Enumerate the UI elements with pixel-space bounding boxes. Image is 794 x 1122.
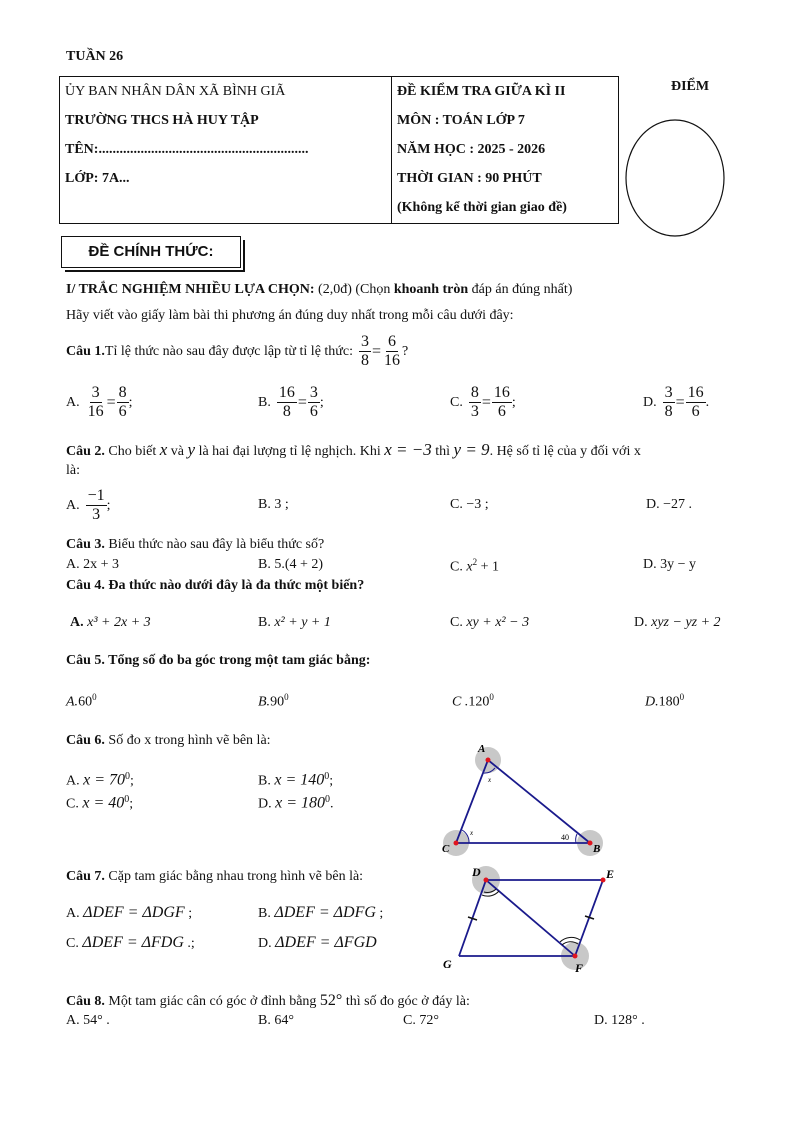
- triangle-abc: [456, 760, 590, 843]
- question-5: Câu 5. Tổng số đo ba góc trong một tam giác bằng:: [66, 653, 371, 668]
- q2-option-b[interactable]: B. 3 ;: [258, 497, 289, 512]
- label-d: D: [472, 865, 481, 879]
- question-2: Câu 2. Cho biết x và y là hai đại lượng tỉ lệ nghịch. Khi x = −3 thì y = 9. Hệ số tỉ lệ của y đối với x: [66, 440, 641, 459]
- question-8: Câu 8. Một tam giác cân có góc ở đỉnh bằng 52° thì số đo góc ở đáy là:: [66, 992, 470, 1009]
- q4-option-d[interactable]: D. xyz − yz + 2: [634, 615, 721, 630]
- q7-parallelogram-figure: [440, 860, 620, 980]
- section1-heading: [66, 282, 572, 298]
- section1-points: (2,0đ) (Chọn: [314, 282, 394, 297]
- q6-option-d[interactable]: D. $x = 180^0$.: [258, 794, 334, 812]
- section1-instruction: Hãy viết vào giấy làm bài thi phương án đúng duy nhất trong mỗi câu dưới đây:: [66, 308, 514, 323]
- q8-option-b[interactable]: B. 64°: [258, 1013, 294, 1028]
- q6-option-c[interactable]: C. $x = 40^0$;: [66, 794, 134, 812]
- week-label: TUẦN 26: [66, 49, 124, 64]
- section1-rest: đáp án đúng nhất): [468, 282, 573, 297]
- q1-given-right: $\frac{6}{16}$: [384, 333, 401, 370]
- score-circle[interactable]: [624, 118, 726, 238]
- class-field[interactable]: LỚP: 7A...: [65, 171, 130, 186]
- q4-option-a[interactable]: A. x³ + 2x + 3: [70, 615, 151, 630]
- label-f: F: [575, 961, 584, 975]
- q1-option-b[interactable]: B. $\frac{16}{8}$ = $\frac{3}{6}$ ;: [258, 384, 324, 421]
- section1-title: I/ TRẮC NGHIỆM NHIỀU LỰA CHỌN:: [66, 282, 315, 297]
- question-3: Câu 3. Biểu thức nào sau đây là biểu thức số?: [66, 537, 325, 552]
- q3-option-a[interactable]: A. 2x + 3: [66, 557, 120, 572]
- question-7: Câu 7. Cặp tam giác bằng nhau trong hình vẽ bên là:: [66, 869, 364, 884]
- q8-option-d[interactable]: D. 128° .: [594, 1013, 645, 1028]
- q2-option-c[interactable]: C. −3 ;: [450, 497, 489, 512]
- q3-option-d[interactable]: D. 3y − y: [643, 557, 697, 572]
- label-a: A: [478, 743, 486, 755]
- q7-option-d[interactable]: D. ΔDEF = ΔFGD: [258, 934, 377, 951]
- header-right-cell: [392, 77, 619, 224]
- question-1: Câu 1. Tỉ lệ thức nào sau đây được lập từ tỉ lệ thức: $\frac{3}{8}$ = $\frac{6}{16}$ ?: [66, 333, 409, 370]
- school-name: TRƯỜNG THCS HÀ HUY TẬP: [65, 113, 259, 128]
- exam-title: ĐỀ KIỂM TRA GIỮA KÌ II: [397, 84, 566, 99]
- subject: MÔN : TOÁN LỚP 7: [397, 113, 525, 128]
- q1-option-c[interactable]: C. $\frac{8}{3}$ = $\frac{16}{6}$ ;: [450, 384, 516, 421]
- header-left-cell: [60, 77, 392, 224]
- q6-option-b[interactable]: B. $x = 140^0$;: [258, 771, 334, 789]
- q3-option-c[interactable]: C. $x^2 + 1$: [450, 557, 499, 575]
- label-g: G: [443, 957, 452, 971]
- score-label: ĐIỂM: [671, 79, 710, 94]
- q8-option-a[interactable]: A. 54° .: [66, 1013, 110, 1028]
- q6-option-a[interactable]: A. $x = 70^0$;: [66, 771, 134, 789]
- label-c: C: [442, 843, 450, 855]
- q3-option-b[interactable]: B. 5.(4 + 2): [258, 557, 324, 572]
- q4-option-b[interactable]: B. x² + y + 1: [258, 615, 331, 630]
- label-angle-x-c: x: [470, 829, 474, 837]
- q7-option-c[interactable]: C. ΔDEF = ΔFDG .;: [66, 934, 195, 951]
- q1-qmark: ?: [402, 343, 409, 359]
- q7-option-a[interactable]: A. ΔDEF = ΔDGF ;: [66, 904, 193, 921]
- duration-note: (Không kể thời gian giao đề): [397, 200, 567, 215]
- label-b: B: [593, 843, 601, 855]
- q5-option-b[interactable]: $B.90^0$: [258, 692, 289, 710]
- label-e: E: [606, 867, 615, 881]
- q1-option-d[interactable]: D. $\frac{3}{8}$ = $\frac{16}{6}$ .: [643, 384, 710, 421]
- question-4: Câu 4. Đa thức nào dưới đây là đa thức một biến?: [66, 578, 365, 593]
- q1-text: Tỉ lệ thức nào sau đây được lập từ tỉ lệ thức:: [104, 343, 353, 359]
- q8-option-c[interactable]: C. 72°: [403, 1013, 439, 1028]
- q2-line2: là:: [66, 463, 80, 478]
- q5-option-c[interactable]: C .120$^0$: [452, 692, 494, 710]
- school-year: NĂM HỌC : 2025 - 2026: [397, 142, 546, 157]
- council-name: ỦY BAN NHÂN DÂN XÃ BÌNH GIÃ: [65, 84, 286, 99]
- q5-option-d[interactable]: D.180$^0$: [645, 692, 685, 710]
- q6-triangle-figure: [438, 740, 608, 862]
- duration: THỜI GIAN : 90 PHÚT: [397, 171, 542, 186]
- official-exam-box: ĐỀ CHÍNH THỨC:: [61, 236, 241, 268]
- label-angle-40: 40: [561, 833, 569, 842]
- q7-option-b[interactable]: B. ΔDEF = ΔDFG ;: [258, 904, 384, 921]
- q4-option-c[interactable]: C. xy + x² − 3: [450, 615, 530, 630]
- question-6: Câu 6. Số đo x trong hình vẽ bên là:: [66, 733, 271, 748]
- section1-bold-word: khoanh tròn: [393, 282, 469, 297]
- q5-option-a[interactable]: $A.60^0$: [66, 692, 97, 710]
- student-name-field[interactable]: TÊN:............................................................: [65, 142, 309, 157]
- q1-given-left: $\frac{3}{8}$: [360, 333, 369, 370]
- q1-option-a[interactable]: A. $\frac{3}{16}$ = $\frac{8}{6}$ ;: [66, 384, 133, 421]
- header-table: [59, 76, 619, 224]
- q1-label: Câu 1.: [66, 343, 105, 359]
- q2-option-a[interactable]: A. $\frac{-1}{3}$ ;: [66, 487, 111, 524]
- label-angle-x-a: x: [488, 776, 492, 784]
- q2-option-d[interactable]: D. −27 .: [646, 497, 693, 512]
